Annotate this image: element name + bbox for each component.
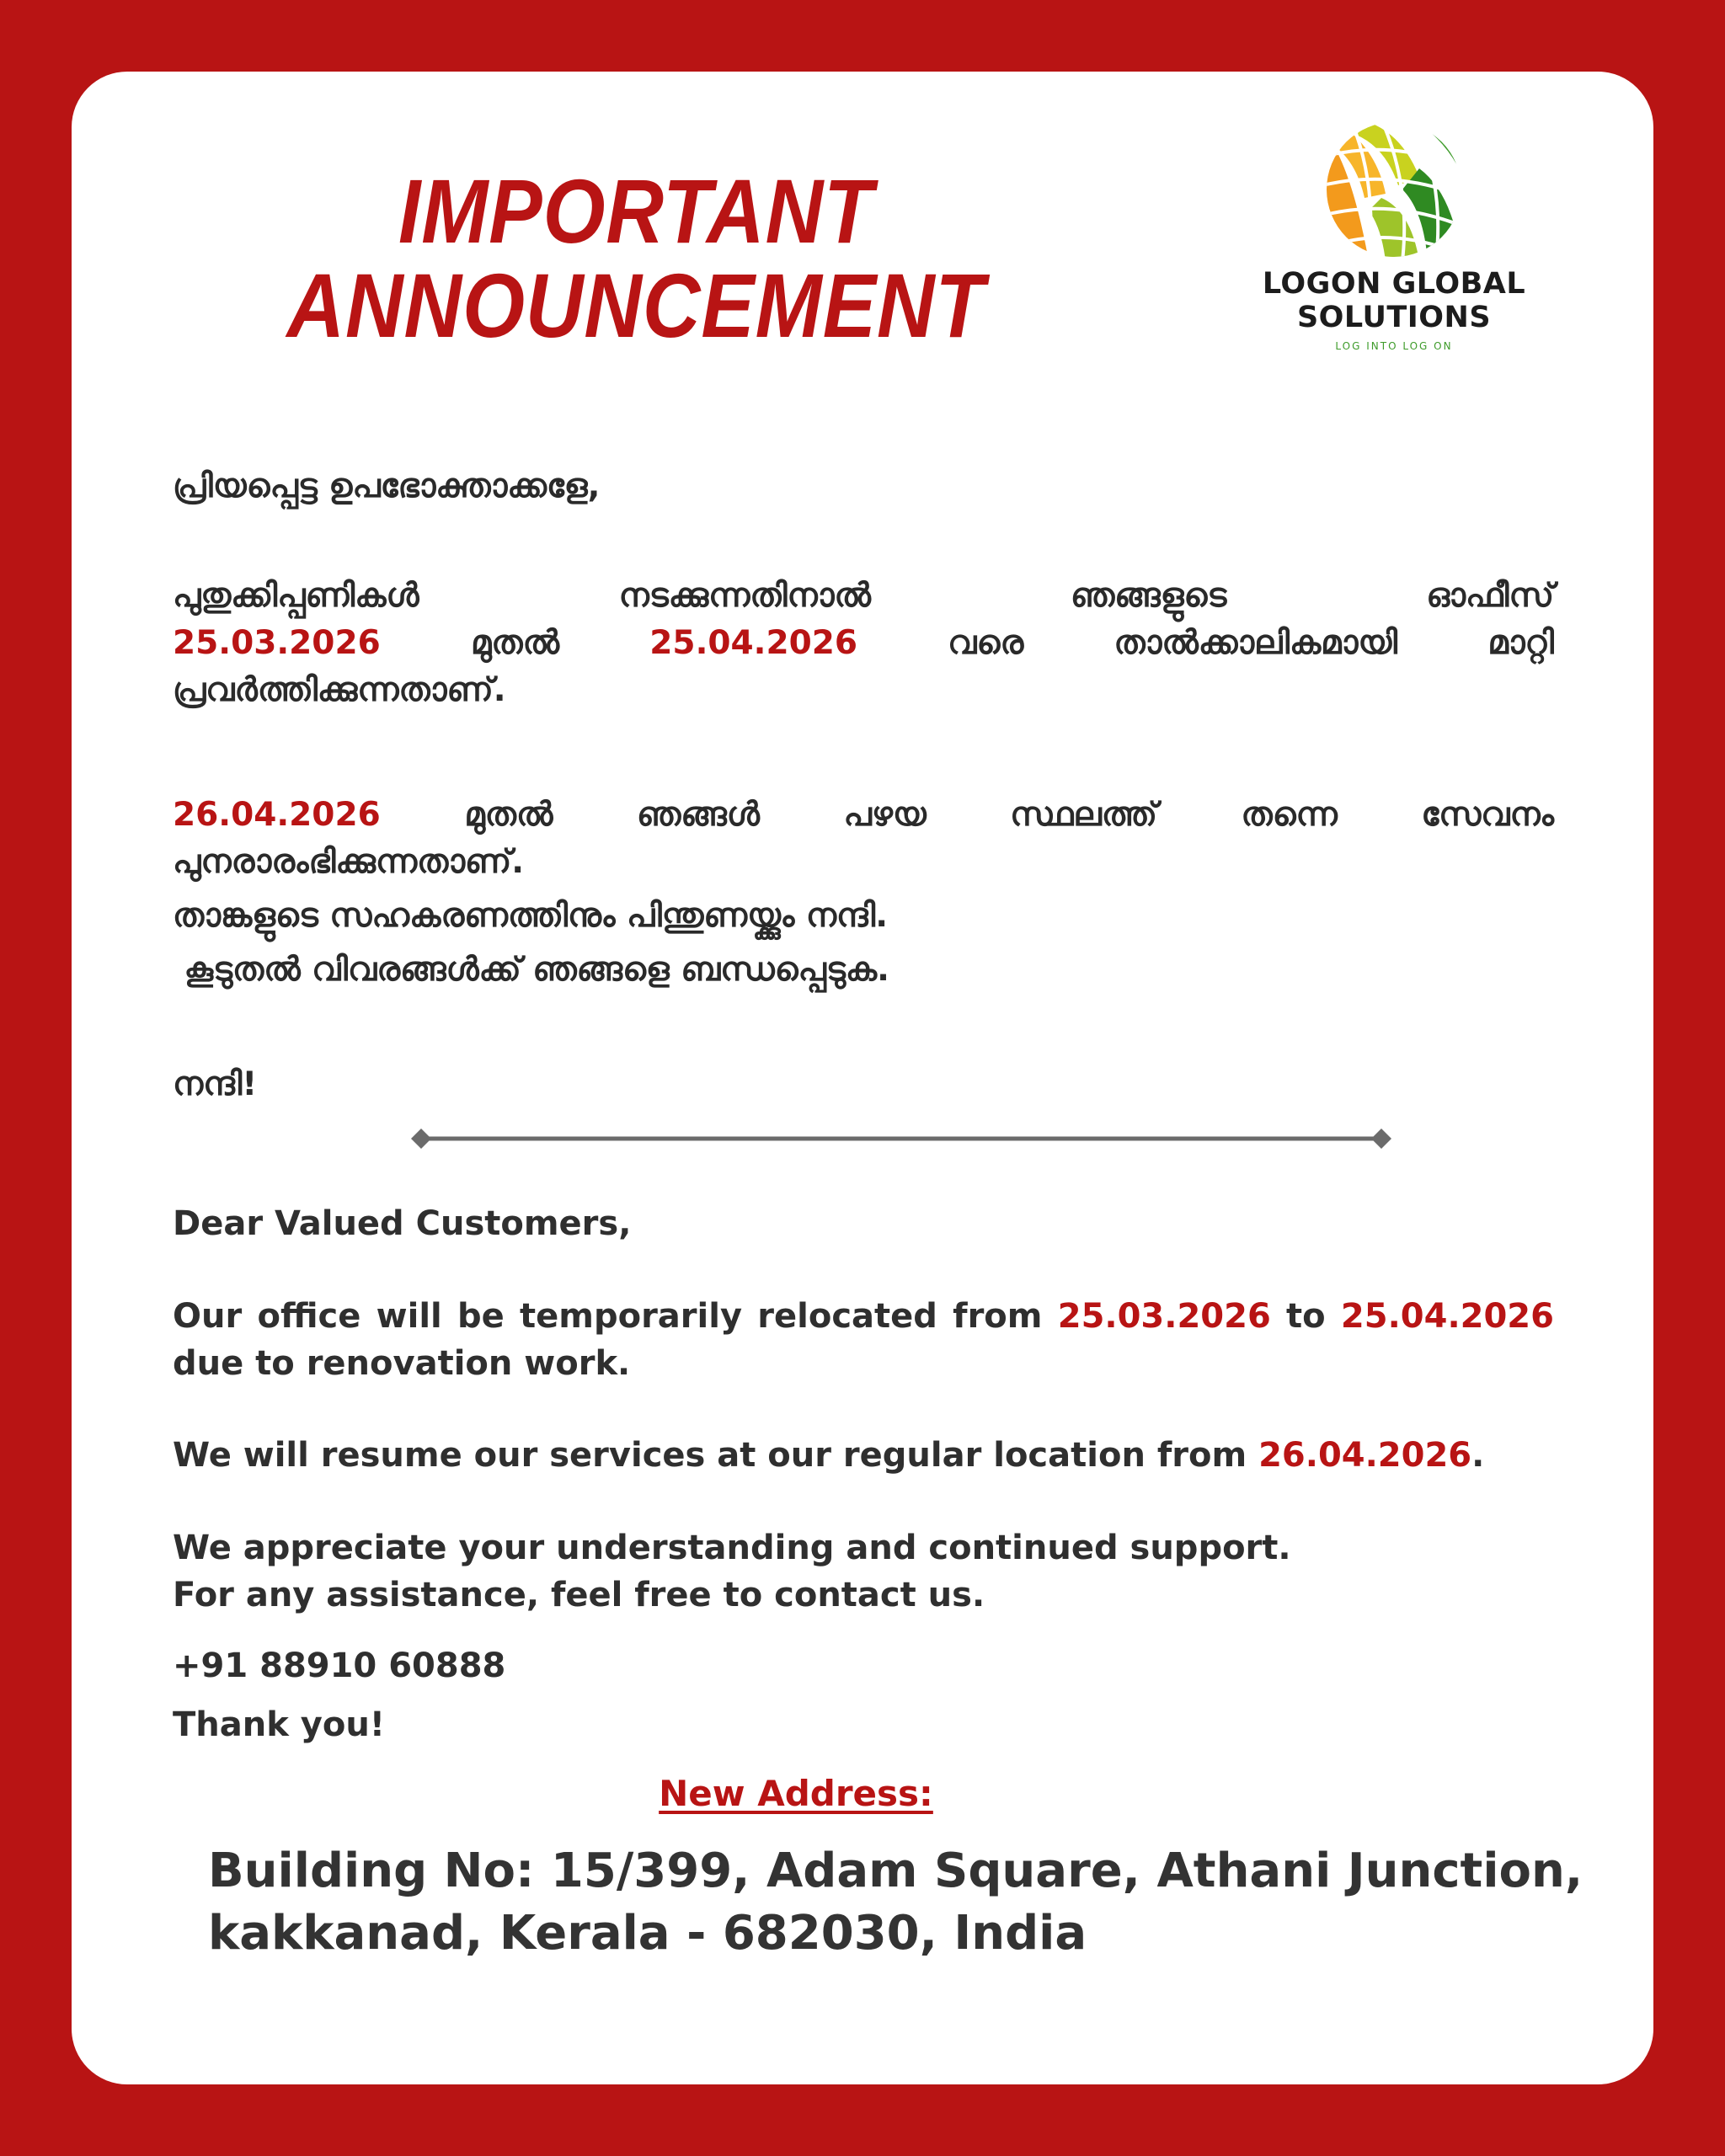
mal-p2-line-2: പുനരാരംഭിക്കുന്നതാണ്. [173, 843, 525, 881]
mal-from-word: മുതൽ [470, 624, 560, 662]
mal-p2-line-3: താങ്കളുടെ സഹകരണത്തിനും പിന്തുണയ്ക്കും നന്ദി. [173, 897, 889, 935]
divider-left-diamond [411, 1129, 431, 1149]
malayalam-paragraph-1 [173, 573, 1554, 714]
brand-name [1234, 267, 1554, 334]
brand-tagline: LOG INTO LOG ON [1335, 340, 1453, 352]
mal-p1-line-2 [173, 620, 1554, 667]
brand-name-line-1: LOGON GLOBAL [1262, 267, 1526, 301]
mal-resume-date: 26.04.2026 [173, 796, 381, 834]
divider-right-diamond [1371, 1129, 1391, 1149]
mal-p1-line-1: പുതുക്കിപ്പണികൾ നടക്കുന്നതിനാൽ ഞങ്ങളുടെ ഓഫീസ് [173, 577, 1554, 615]
malayalam-greeting: പ്രിയപ്പെട്ട ഉപഭോക്താക്കളേ, [173, 467, 601, 505]
mal-date-start: 25.03.2026 [173, 624, 381, 662]
mal-p1-rest: വരെ താൽക്കാലികമായി മാറ്റി [948, 624, 1554, 662]
en-p2-start: We will resume our services at our regular location from [173, 1436, 1247, 1475]
brand-name-line-2: SOLUTIONS [1296, 301, 1492, 334]
en-p2-end: . [1471, 1436, 1485, 1475]
new-address [208, 1840, 1598, 1965]
en-p3-line-2: For any assistance, feel free to contact us. [173, 1576, 985, 1614]
title-line-1: IMPORTANT [398, 160, 874, 262]
english-thanks: Thank you! [173, 1705, 386, 1744]
announcement-card [72, 72, 1653, 2084]
en-p1-line-2: due to renovation work. [173, 1344, 631, 1383]
malayalam-thanks: നന്ദി! [173, 1065, 258, 1103]
en-resume-date: 26.04.2026 [1258, 1436, 1472, 1475]
announcement-title [139, 160, 1132, 356]
globe-icon [1318, 118, 1470, 261]
malayalam-paragraph-2 [173, 792, 1554, 994]
section-divider [409, 1126, 1394, 1151]
en-to-word: to [1286, 1297, 1326, 1336]
en-date-end: 25.04.2026 [1340, 1297, 1554, 1336]
title-line-2: ANNOUNCEMENT [286, 254, 985, 356]
mal-p2-line-4: കൂടുതൽ വിവരങ്ങൾക്ക് ഞങ്ങളെ ബന്ധപ്പെടുക. [173, 951, 889, 989]
address-line-1: Building No: 15/399, Adam Square, Athani Junction, [208, 1844, 1583, 1898]
mal-p1-line-3: പ്രവർത്തിക്കുന്നതാണ്. [173, 671, 506, 709]
en-p1-start: Our office will be temporarily relocated from [173, 1297, 1043, 1336]
mal-p2-line-1 [173, 792, 1554, 839]
company-logo [1234, 118, 1554, 387]
english-paragraph-3 [173, 1524, 1554, 1619]
en-date-start: 25.03.2026 [1057, 1297, 1271, 1336]
english-greeting: Dear Valued Customers, [173, 1204, 632, 1243]
address-line-2: kakkanad, Kerala - 682030, India [208, 1906, 1087, 1961]
mal-date-end: 25.04.2026 [649, 624, 858, 662]
mal-p2-rest: മുതൽ ഞങ്ങൾ പഴയ സ്ഥലത്ത് തന്നെ സേവനം [464, 796, 1554, 834]
new-address-heading: New Address: [659, 1773, 933, 1814]
en-p3-line-1: We appreciate your understanding and continued support. [173, 1529, 1291, 1567]
en-p1-line-1 [173, 1293, 1554, 1340]
contact-phone[interactable]: +91 88910 60888 [173, 1646, 506, 1685]
english-paragraph-2 [173, 1432, 1554, 1479]
english-paragraph-1 [173, 1293, 1554, 1387]
